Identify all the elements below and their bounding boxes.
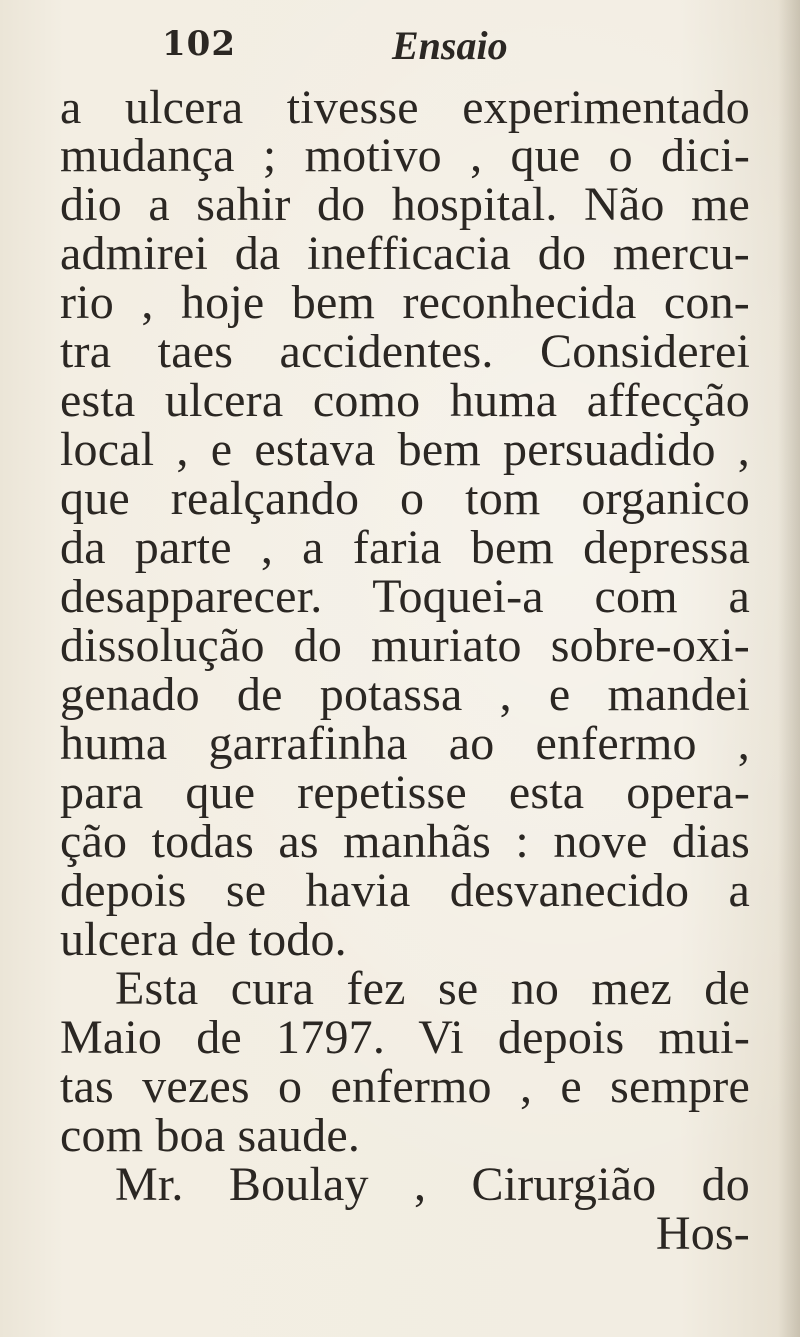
text-line: tra taes accidentes. Considerei bbox=[60, 325, 750, 378]
text-line: tas vezes o enfermo , e sempre bbox=[60, 1060, 750, 1113]
text-line: Maio de 1797. Vi depois mui- bbox=[60, 1011, 750, 1064]
text-line: desapparecer. Toquei-a com a bbox=[60, 570, 750, 623]
text-line: dissolução do muriato sobre-oxi- bbox=[60, 619, 750, 672]
text-line: genado de potassa , e mandei bbox=[60, 668, 750, 721]
text-line: rio , hoje bem reconhecida con- bbox=[60, 276, 750, 329]
text-line: que realçando o tom organico bbox=[60, 472, 750, 525]
page-edge-shadow bbox=[778, 0, 800, 1337]
page-number: 102 bbox=[162, 24, 236, 64]
text-line: huma garrafinha ao enfermo , bbox=[60, 717, 750, 770]
text-line: Esta cura fez se no mez de bbox=[115, 962, 750, 1015]
text-line: da parte , a faria bem depressa bbox=[60, 521, 750, 574]
catchword: Hos- bbox=[655, 1207, 750, 1260]
page-header bbox=[0, 18, 800, 78]
text-line: ulcera de todo. bbox=[60, 913, 347, 966]
text-line: depois se havia desvanecido a bbox=[60, 864, 750, 917]
text-line: admirei da inefficacia do mercu- bbox=[60, 227, 750, 280]
text-line: Mr. Boulay , Cirurgião do bbox=[115, 1158, 750, 1211]
text-line: ção todas as manhãs : nove dias bbox=[60, 815, 750, 868]
text-line: esta ulcera como huma affecção bbox=[60, 374, 750, 427]
running-title: Ensaio bbox=[392, 23, 508, 68]
text-line: com boa saude. bbox=[60, 1109, 361, 1162]
text-line: mudança ; motivo , que o dici- bbox=[60, 129, 750, 182]
text-line: para que repetisse esta opera- bbox=[60, 766, 750, 819]
text-line: a ulcera tivesse experimentado bbox=[60, 81, 750, 134]
text-line: local , e estava bem persuadido , bbox=[60, 423, 750, 476]
text-line: dio a sahir do hospital. Não me bbox=[60, 178, 750, 231]
